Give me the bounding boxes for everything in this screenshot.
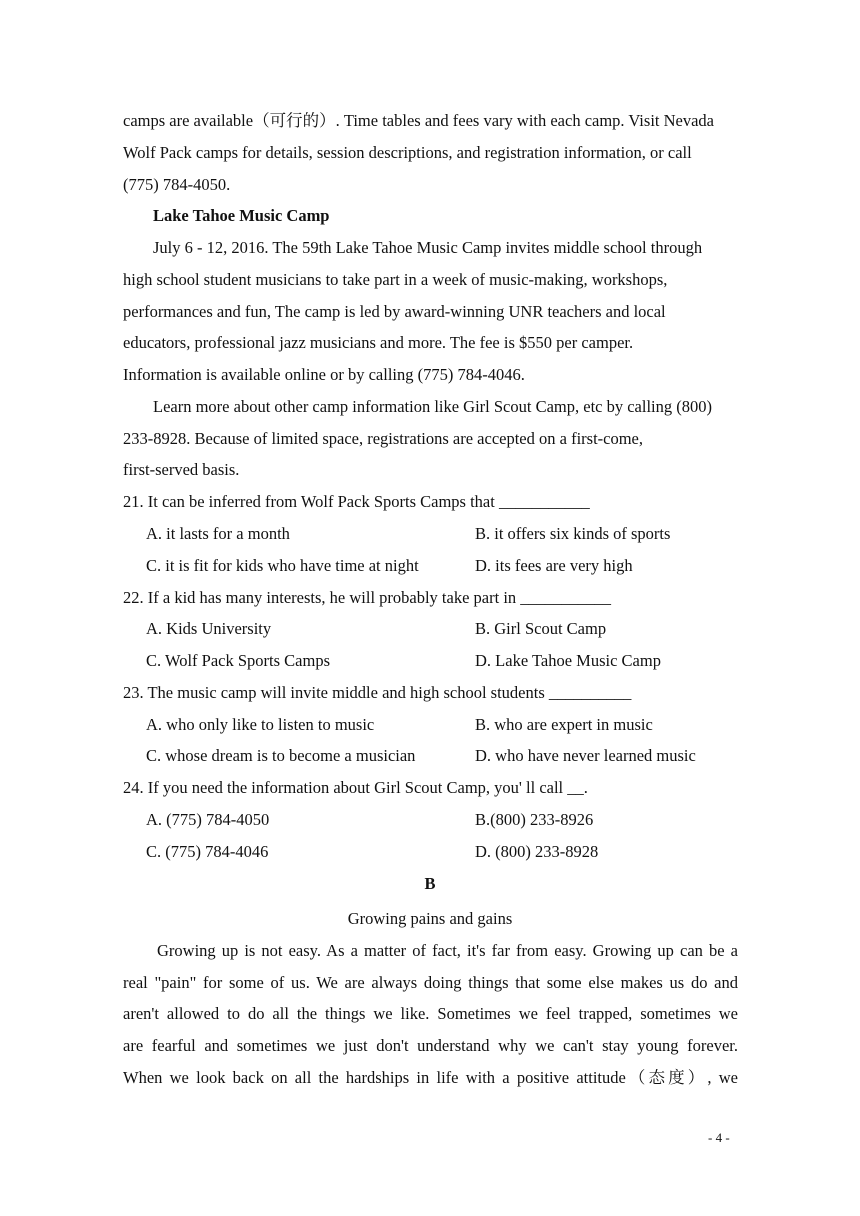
music-camp-heading: Lake Tahoe Music Camp (153, 206, 330, 225)
question-stem: 24. If you need the information about Girl Scout Camp, you' ll call __. (123, 778, 588, 797)
option-c: C. (775) 784-4046 (146, 842, 269, 861)
question-stem: 22. If a kid has many interests, he will probably take part in ___________ (123, 588, 612, 607)
paragraph-line: performances and fun, The camp is led by award-winning UNR teachers and local (123, 302, 666, 321)
option-c: C. Wolf Pack Sports Camps (146, 651, 330, 670)
paragraph-line: Wolf Pack camps for details, session descriptions, and registration information, or call (123, 143, 692, 162)
passage-title: Growing pains and gains (347, 909, 513, 928)
paragraph-line: real "pain" for some of us. We are always doing things that some else makes us do and (123, 973, 738, 992)
option-b: B. it offers six kinds of sports (475, 524, 671, 543)
paragraph-line: camps are available（可行的）. Time tables and fees vary with each camp. Visit Nevada (123, 111, 714, 130)
paragraph-line: July 6 - 12, 2016. The 59th Lake Tahoe Music Camp invites middle school through (153, 238, 703, 257)
paragraph-line: educators, professional jazz musicians and more. The fee is $550 per camper. (123, 333, 634, 352)
paragraph-line: Growing up is not easy. As a matter of fact, it's far from easy. Growing up can be a (157, 941, 738, 960)
option-b: B.(800) 233-8926 (475, 810, 594, 829)
option-a: A. Kids University (146, 619, 272, 638)
paragraph-line: high school student musicians to take part in a week of music-making, workshops, (123, 270, 668, 289)
option-a: A. who only like to listen to music (146, 715, 375, 734)
paragraph-line: 233-8928. Because of limited space, registrations are accepted on a first-come, (123, 429, 644, 448)
paragraph-line: are fearful and sometimes we just don't understand why we can't stay young forever. (123, 1036, 738, 1055)
paragraph-line: Information is available online or by calling (775) 784-4046. (123, 365, 525, 384)
option-d: D. Lake Tahoe Music Camp (475, 651, 661, 670)
question-stem: 23. The music camp will invite middle and high school students __________ (123, 683, 632, 702)
option-a: A. (775) 784-4050 (146, 810, 270, 829)
paragraph-line: (775) 784-4050. (123, 175, 231, 194)
paragraph-line: first-served basis. (123, 460, 240, 479)
option-a: A. it lasts for a month (146, 524, 290, 543)
section-label: B (424, 874, 436, 893)
option-c: C. it is fit for kids who have time at night (146, 556, 419, 575)
page-number: - 4 - (708, 1130, 730, 1145)
paragraph-line: Learn more about other camp information like Girl Scout Camp, etc by calling (800) (153, 397, 713, 416)
option-c: C. whose dream is to become a musician (146, 746, 416, 765)
question-stem: 21. It can be inferred from Wolf Pack Sports Camps that ___________ (123, 492, 590, 511)
paragraph-line: aren't allowed to do all the things we like. Sometimes we feel trapped, sometimes we (123, 1004, 738, 1023)
option-d: D. (800) 233-8928 (475, 842, 599, 861)
option-d: D. its fees are very high (475, 556, 633, 575)
option-b: B. Girl Scout Camp (475, 619, 607, 638)
option-d: D. who have never learned music (475, 746, 696, 765)
paragraph-line: When we look back on all the hardships in life with a positive attitude（态度）, we (123, 1068, 738, 1087)
option-b: B. who are expert in music (475, 715, 653, 734)
